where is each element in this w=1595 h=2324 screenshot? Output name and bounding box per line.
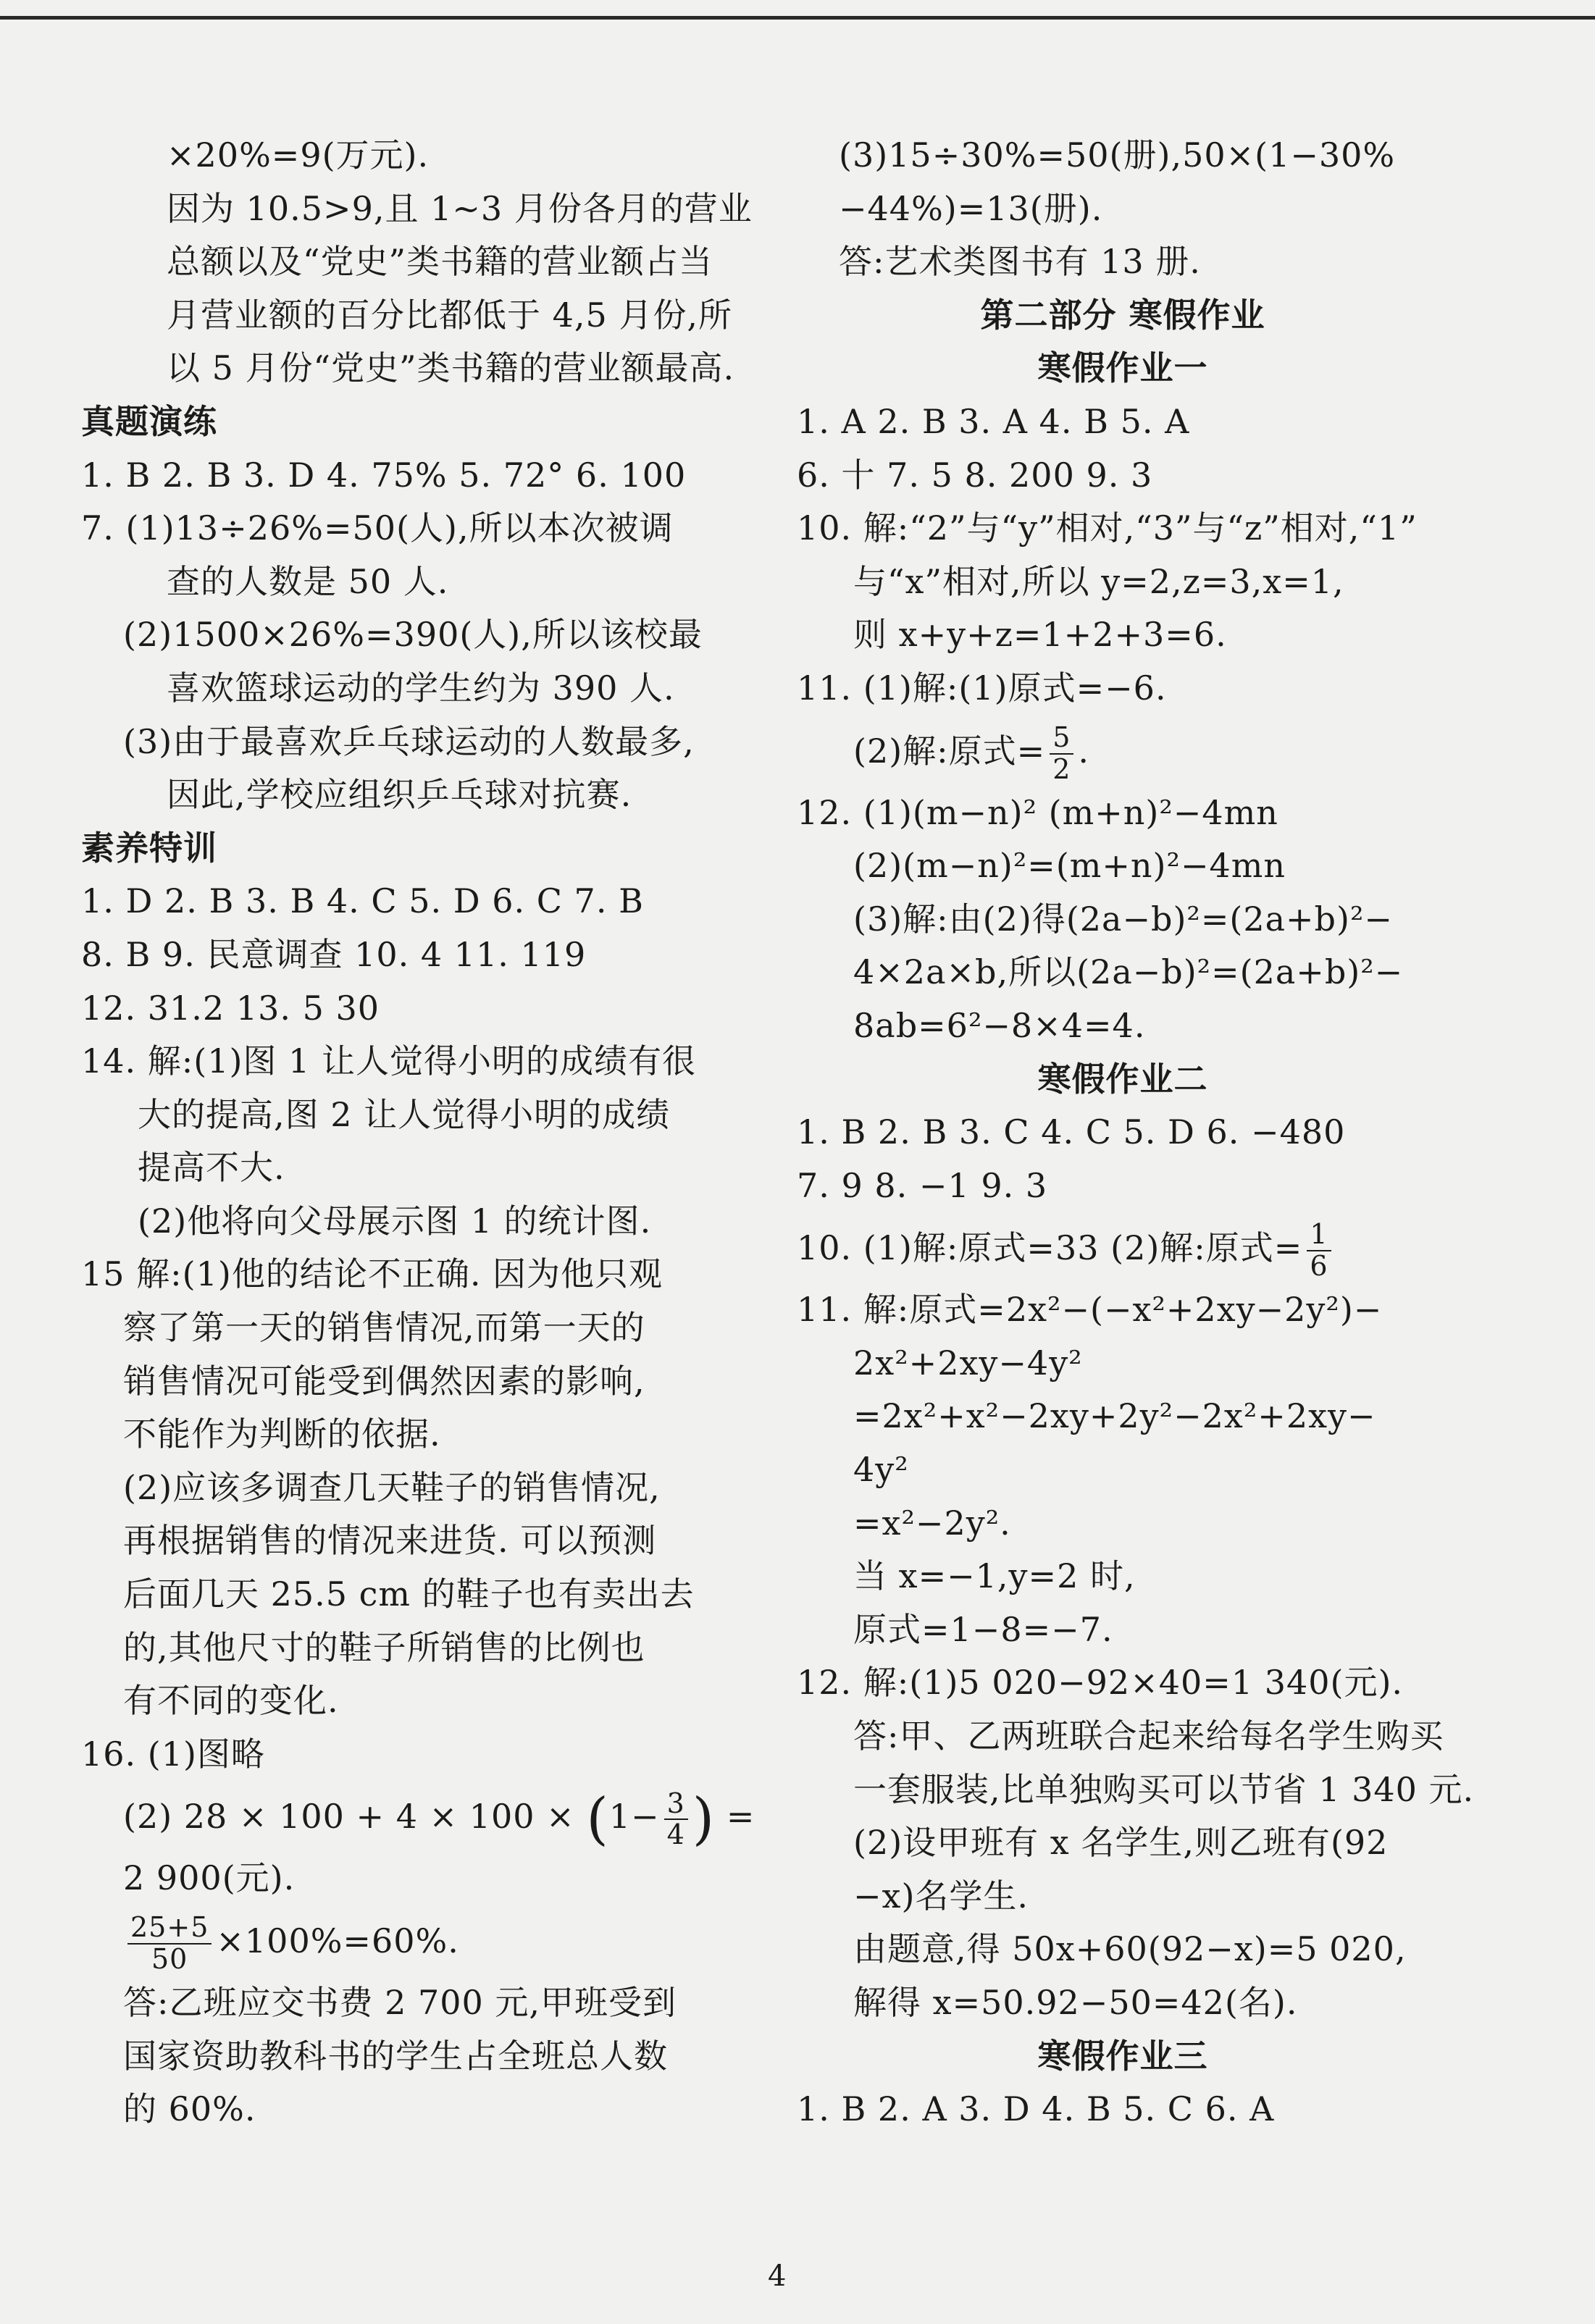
fraction-denominator: 6: [1310, 1250, 1328, 1283]
answer-line: 不能作为判断的依据.: [123, 1414, 441, 1454]
fraction: [127, 1913, 212, 1975]
answer-line: 11. 解:原式=2x²−(−x²+2xy−2y²)−: [797, 1290, 1383, 1330]
answer-line: 再根据销售的情况来进货. 可以预测: [123, 1521, 657, 1561]
answer-line: 8. B 9. 民意调查 10. 4 11. 119: [81, 934, 587, 974]
fraction: [1050, 723, 1073, 785]
answer-line: 答:乙班应交书费 2 700 元,甲班受到: [123, 1983, 677, 2022]
answer-line: 2 900(元).: [123, 1858, 296, 1898]
answer-line: (3)解:由(2)得(2a−b)²=(2a+b)²−: [853, 899, 1393, 939]
answer-line: 1. A 2. B 3. A 4. B 5. A: [797, 401, 1190, 441]
answer-line: 10. 解:“2”与“y”相对,“3”与“z”相对,“1”: [797, 508, 1418, 548]
left-paren: (: [586, 1787, 609, 1853]
section-heading-hw1: 寒假作业一: [1037, 348, 1208, 388]
answer-line: 解得 x=50.92−50=42(名).: [853, 1983, 1298, 2022]
fraction-denominator: 4: [666, 1818, 685, 1851]
answer-line: 14. 解:(1)图 1 让人觉得小明的成绩有很: [81, 1041, 696, 1081]
text-line: 月营业额的百分比都低于 4,5 月份,所: [167, 295, 733, 335]
answer-line: 的 60%.: [123, 2089, 256, 2129]
answer-line: 1. B 2. B 3. D 4. 75% 5. 72° 6. 100: [81, 455, 687, 495]
answer-line: 2x²+2xy−4y²: [853, 1343, 1083, 1383]
formula-line: [797, 1212, 1449, 1283]
answer-line: 因此,学校应组织乒乓球对抗赛.: [167, 775, 632, 815]
answer-line: 16. (1)图略: [81, 1734, 265, 1774]
text-line: 因为 10.5>9,且 1~3 月份各月的营业: [167, 188, 753, 228]
answer-line: (2)应该多调查几天鞋子的销售情况,: [123, 1467, 661, 1507]
answer-line: 当 x=−1,y=2 时,: [853, 1556, 1136, 1596]
answer-line: 1. B 2. A 3. D 4. B 5. C 6. A: [797, 2089, 1275, 2129]
text-line: 以 5 月份“党史”类书籍的营业额最高.: [167, 348, 735, 388]
answer-line: 1. D 2. B 3. B 4. C 5. D 6. C 7. B: [81, 881, 644, 921]
answer-line: 12. (1)(m−n)² (m+n)²−4mn: [797, 792, 1278, 832]
section-heading-suyang: 素养特训: [81, 828, 217, 868]
formula-text: =: [715, 1797, 755, 1837]
top-rule: [0, 16, 1595, 20]
answer-line: 7. (1)13÷26%=50(人),所以本次被调: [81, 508, 674, 548]
answer-line: 大的提高,图 2 让人觉得小明的成绩: [138, 1094, 671, 1134]
answer-line: 7. 9 8. −1 9. 3: [797, 1165, 1048, 1205]
answer-line: 12. 解:(1)5 020−92×40=1 340(元).: [797, 1663, 1404, 1703]
fraction: [1307, 1220, 1331, 1282]
answer-line: 一套服装,比单独购买可以节省 1 340 元.: [853, 1769, 1475, 1809]
answer-line: 后面几天 25.5 cm 的鞋子也有卖出去: [123, 1574, 695, 1614]
answer-line: −44%)=13(册).: [839, 188, 1103, 228]
formula-line: [797, 716, 1449, 786]
right-paren: ): [692, 1787, 716, 1853]
text-line: ×20%=9(万元).: [167, 135, 430, 175]
answer-line: (2)他将向父母展示图 1 的统计图.: [138, 1201, 652, 1241]
answer-line: 4×2a×b,所以(2a−b)²=(2a+b)²−: [853, 952, 1404, 992]
right-column: [797, 129, 1475, 2136]
answer-line: 4y²: [853, 1450, 909, 1490]
part-heading: 第二部分 寒假作业: [980, 295, 1265, 335]
answer-line: 的,其他尺寸的鞋子所销售的比例也: [123, 1627, 645, 1667]
answer-line: 答:甲、乙两班联合起来给每名学生购买: [853, 1716, 1444, 1756]
formula-text: 10. (1)解:原式=33 (2)解:原式=: [797, 1228, 1303, 1268]
formula-line: [81, 1781, 755, 1853]
answer-line: 6. 十 7. 5 8. 200 9. 3: [797, 455, 1153, 495]
answer-line: 1. B 2. B 3. C 4. C 5. D 6. −480: [797, 1112, 1346, 1152]
answer-line: (2)(m−n)²=(m+n)²−4mn: [853, 846, 1286, 886]
fraction-numerator: 3: [664, 1789, 688, 1821]
answer-line: 喜欢篮球运动的学生约为 390 人.: [167, 668, 675, 708]
section-heading-hw3: 寒假作业三: [1037, 2036, 1208, 2076]
formula-text: .: [1078, 731, 1090, 771]
answer-line: 提高不大.: [138, 1148, 285, 1188]
answer-line: 12. 31.2 13. 5 30: [81, 988, 380, 1028]
fraction-numerator: 1: [1307, 1220, 1331, 1251]
answer-line: (2)1500×26%=390(人),所以该校最: [123, 615, 703, 655]
answer-line: 则 x+y+z=1+2+3=6.: [853, 615, 1227, 655]
answer-line: 11. (1)解:(1)原式=−6.: [797, 668, 1167, 708]
left-column: [81, 129, 755, 2136]
answer-line: 8ab=6²−8×4=4.: [853, 1005, 1146, 1045]
answer-line: (2)设甲班有 x 名学生,则乙班有(92: [853, 1823, 1389, 1863]
answer-line: 原式=1−8=−7.: [853, 1609, 1113, 1649]
section-heading-hw2: 寒假作业二: [1037, 1059, 1208, 1099]
fraction-denominator: 50: [151, 1943, 188, 1975]
answer-line: 查的人数是 50 人.: [167, 561, 449, 601]
fraction-numerator: 25+5: [127, 1913, 212, 1945]
answer-line: (3)由于最喜欢乒乓球运动的人数最多,: [123, 721, 695, 761]
fraction-numerator: 5: [1050, 723, 1073, 755]
formula-line: [81, 1905, 733, 1976]
answer-line: 销售情况可能受到偶然因素的影响,: [123, 1361, 645, 1401]
page-number: 4: [768, 2260, 787, 2293]
formula-text: (2)解:原式=: [853, 731, 1046, 771]
answer-line: =2x²+x²−2xy+2y²−2x²+2xy−: [853, 1396, 1376, 1436]
text-line: 总额以及“党史”类书籍的营业额占当: [167, 242, 713, 282]
formula-text: (2) 28 × 100 + 4 × 100 ×: [123, 1797, 587, 1837]
answer-line: 由题意,得 50x+60(92−x)=5 020,: [853, 1929, 1407, 1969]
answer-line: −x)名学生.: [853, 1876, 1029, 1916]
answer-line: (3)15÷30%=50(册),50×(1−30%: [839, 135, 1396, 175]
fraction-denominator: 2: [1052, 752, 1071, 785]
answer-line: 有不同的变化.: [123, 1681, 339, 1721]
formula-text: ×100%=60%.: [216, 1921, 459, 1960]
answer-line: 与“x”相对,所以 y=2,z=3,x=1,: [853, 561, 1344, 601]
formula-text: 1−: [608, 1797, 660, 1837]
answer-line: 15 解:(1)他的结论不正确. 因为他只观: [81, 1254, 663, 1294]
answer-line: 答:艺术类图书有 13 册.: [839, 242, 1201, 282]
answer-line: 国家资助教科书的学生占全班总人数: [123, 2036, 668, 2076]
fraction: [664, 1789, 688, 1851]
section-heading-zhenti: 真题演练: [81, 401, 217, 441]
answer-line: =x²−2y².: [853, 1503, 1011, 1543]
answer-line: 察了第一天的销售情况,而第一天的: [123, 1308, 645, 1348]
